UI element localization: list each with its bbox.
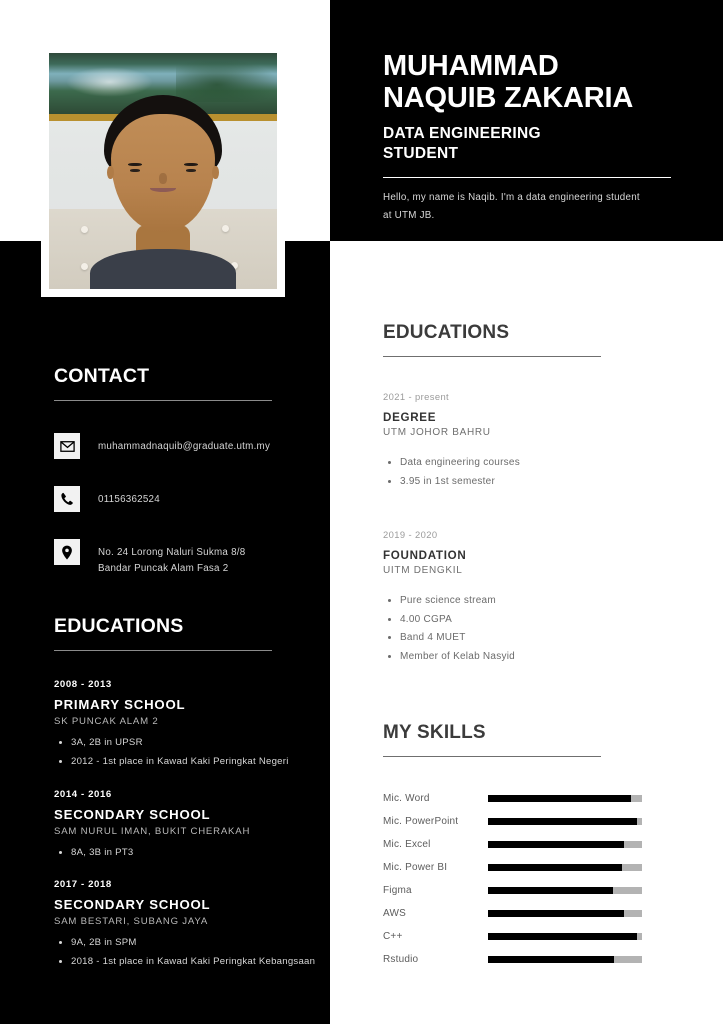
job-title-line-1: DATA ENGINEERING	[383, 124, 541, 142]
skill-label: Rstudio	[383, 954, 419, 965]
educations-left-entries	[54, 679, 322, 971]
skills-heading-divider	[383, 756, 601, 757]
educations-right-heading: EDUCATIONS	[383, 322, 510, 343]
profile-photo	[49, 53, 277, 289]
skill-label: C++	[383, 931, 403, 942]
education-bullet: • 9A, 2B in SPM	[71, 935, 322, 952]
education-title: DEGREE	[383, 411, 437, 424]
education-entry	[54, 679, 322, 771]
education-bullet: • Data engineering courses	[400, 454, 683, 473]
education-years: 2021 - present	[383, 391, 450, 402]
job-title-line-2: STUDENT	[383, 144, 459, 162]
skill-bar-fill	[488, 956, 614, 963]
contact-heading: CONTACT	[54, 365, 150, 387]
skill-bar-track	[488, 910, 642, 917]
educations-right-heading-divider	[383, 356, 601, 357]
education-years: 2017 - 2018	[54, 879, 112, 891]
education-bullet: • Member of Kelab Nasyid	[400, 648, 683, 667]
education-bullets	[383, 454, 683, 491]
contact-heading-divider	[54, 400, 272, 401]
skill-row	[383, 810, 683, 833]
skill-bar-track	[488, 841, 642, 848]
skill-label: AWS	[383, 908, 407, 919]
education-organization: SAM BESTARI, SUBANG JAYA	[54, 916, 209, 928]
skill-bar-fill	[488, 795, 631, 802]
education-bullets	[54, 735, 322, 771]
skill-row	[383, 833, 683, 856]
education-organization: UITM DENGKIL	[383, 565, 463, 576]
educations-left-heading: EDUCATIONS	[54, 615, 184, 637]
full-name-line-1: MUHAMMAD	[383, 50, 559, 82]
skill-label: Mic. Excel	[383, 839, 431, 850]
education-title: PRIMARY SCHOOL	[54, 697, 186, 712]
skill-bar-fill	[488, 841, 624, 848]
education-title: FOUNDATION	[383, 549, 467, 562]
education-years: 2014 - 2016	[54, 788, 112, 800]
education-bullet: • Band 4 MUET	[400, 629, 683, 648]
skill-row	[383, 787, 683, 810]
skill-bar-track	[488, 818, 642, 825]
skill-row	[383, 902, 683, 925]
skills-section	[383, 722, 683, 971]
skill-bar-track	[488, 956, 642, 963]
envelope-icon	[54, 433, 80, 459]
contact-address-text	[98, 539, 245, 576]
education-bullet: • 3.95 in 1st semester	[400, 473, 683, 492]
profile-photo-frame	[41, 45, 285, 297]
education-years: 2008 - 2013	[54, 679, 112, 690]
education-title: SECONDARY SCHOOL	[54, 806, 211, 822]
education-bullet: • 2012 - 1st place in Kawad Kaki Peringkat Negeri	[71, 754, 322, 771]
skill-bar-track	[488, 795, 642, 802]
education-bullets	[54, 935, 322, 971]
education-bullet: • Pure science stream	[400, 592, 683, 611]
education-bullet: • 4.00 CGPA	[400, 611, 683, 630]
phone-icon	[54, 486, 80, 512]
education-bullets	[54, 845, 322, 862]
contact-email-text: muhammadnaquib@graduate.utm.my	[98, 441, 271, 452]
educations-right-entries	[383, 391, 683, 666]
educations-right-section	[383, 322, 683, 704]
education-entry	[383, 391, 683, 491]
skill-bar-track	[488, 887, 642, 894]
header-text-block	[383, 50, 683, 225]
skill-label: Mic. Word	[383, 793, 430, 804]
skill-bar-track	[488, 864, 642, 871]
skill-row	[383, 925, 683, 948]
education-organization: UTM JOHOR BAHRU	[383, 427, 491, 438]
skill-bar-fill	[488, 933, 637, 940]
skills-bar-chart	[383, 787, 683, 971]
contact-item-address[interactable]	[54, 539, 298, 576]
contact-address-line-2: Bandar Puncak Alam Fasa 2	[98, 562, 229, 574]
education-entry	[54, 879, 322, 971]
contact-item-phone[interactable]	[54, 486, 298, 512]
education-bullet: • 8A, 3B in PT3	[71, 845, 322, 862]
skill-bar-fill	[488, 910, 624, 917]
about-text: Hello, my name is Naqib. I'm a data engineering student at UTM JB.	[383, 191, 640, 221]
skills-heading: MY SKILLS	[383, 722, 486, 743]
map-pin-icon	[54, 539, 80, 565]
education-organization: SAM NURUL IMAN, BUKIT CHERAKAH	[54, 825, 251, 837]
education-entry	[54, 789, 322, 862]
education-title: SECONDARY SCHOOL	[54, 897, 211, 913]
education-bullet: • 3A, 2B in UPSR	[71, 735, 322, 752]
education-years: 2019 - 2020	[383, 529, 438, 540]
educations-left-section	[54, 615, 322, 989]
skill-bar-fill	[488, 818, 637, 825]
skill-bar-track	[488, 933, 642, 940]
skill-label: Mic. Power BI	[383, 862, 448, 873]
skill-bar-fill	[488, 864, 622, 871]
contact-phone-text: 01156362524	[98, 494, 160, 505]
education-bullets	[383, 592, 683, 666]
contact-item-email[interactable]	[54, 433, 298, 459]
skill-row	[383, 856, 683, 879]
header-divider	[383, 177, 671, 178]
full-name-line-2: NAQUIB ZAKARIA	[383, 82, 634, 115]
skill-row	[383, 948, 683, 971]
skill-bar-fill	[488, 887, 613, 894]
education-organization: SK PUNCAK ALAM 2	[54, 716, 159, 727]
education-bullet: • 2018 - 1st place in Kawad Kaki Peringkat Kebangsaan	[71, 954, 322, 971]
contact-address-line-1: No. 24 Lorong Naluri Sukma 8/8	[98, 547, 246, 558]
contact-section	[54, 365, 298, 603]
skill-label: Figma	[383, 885, 412, 896]
skill-label: Mic. PowerPoint	[383, 816, 459, 827]
photo-shirt	[90, 249, 236, 289]
educations-left-heading-divider	[54, 650, 272, 651]
education-entry	[383, 529, 683, 666]
skill-row	[383, 879, 683, 902]
